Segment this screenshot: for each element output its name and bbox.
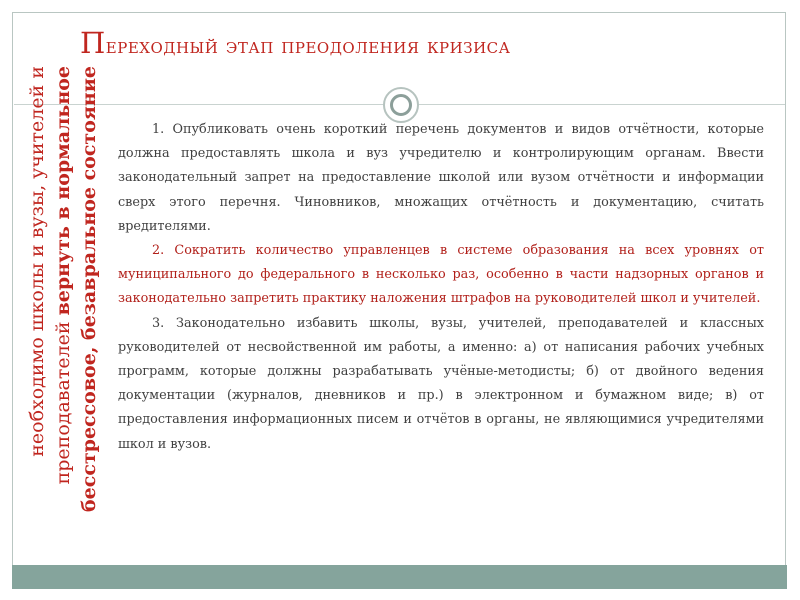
paragraph-2: 2. Сократить количество управленцев в системе образования на всех уровнях от муниципального до федерального в несколько раз, особенно в части надзорных органов и законодательно запретить практику наложения штрафов на руководителей школ и учителей.: [118, 243, 764, 307]
divider-line-right: [418, 104, 785, 105]
side-caption-bold: вернуть в нормальное бесстрессовое, безавральное состояние: [52, 66, 100, 512]
paragraph-3: 3. Законодательно избавить школы, вузы, учителей, преподавателей и классных руководителей от несвойственной им работы, а именно: а) от написания рабочих учебных программ, которые должны разрабатывать учёные-методисты; б) от двойного ведения документации (журналов, дневников и пр.) в электронном и бумажном виде; в) от предоставления информационных писем и отчётов в органы, не являющимися учредителями школ и вузов.: [118, 315, 764, 452]
bottom-bar: [12, 565, 787, 589]
side-caption: [24, 66, 108, 556]
side-caption-normal: необходимо школы и вузы, учителей и преподавателей: [26, 66, 74, 485]
title-rest: ереходный этап преодоления кризиса: [105, 34, 511, 59]
slide-title: [80, 26, 780, 62]
body-text: [118, 118, 764, 457]
paragraph-1: 1. Опубликовать очень короткий перечень документов и видов отчётности, которые должна предоставлять школа и вуз учредителю и контролирующим органам. Ввести законодательный запрет на предоставление школой или вузом отчётности и информации сверх этого перечня. Чиновников, множащих отчётность и документацию, считать вредителями.: [118, 122, 764, 234]
title-first-letter: П: [80, 26, 106, 60]
